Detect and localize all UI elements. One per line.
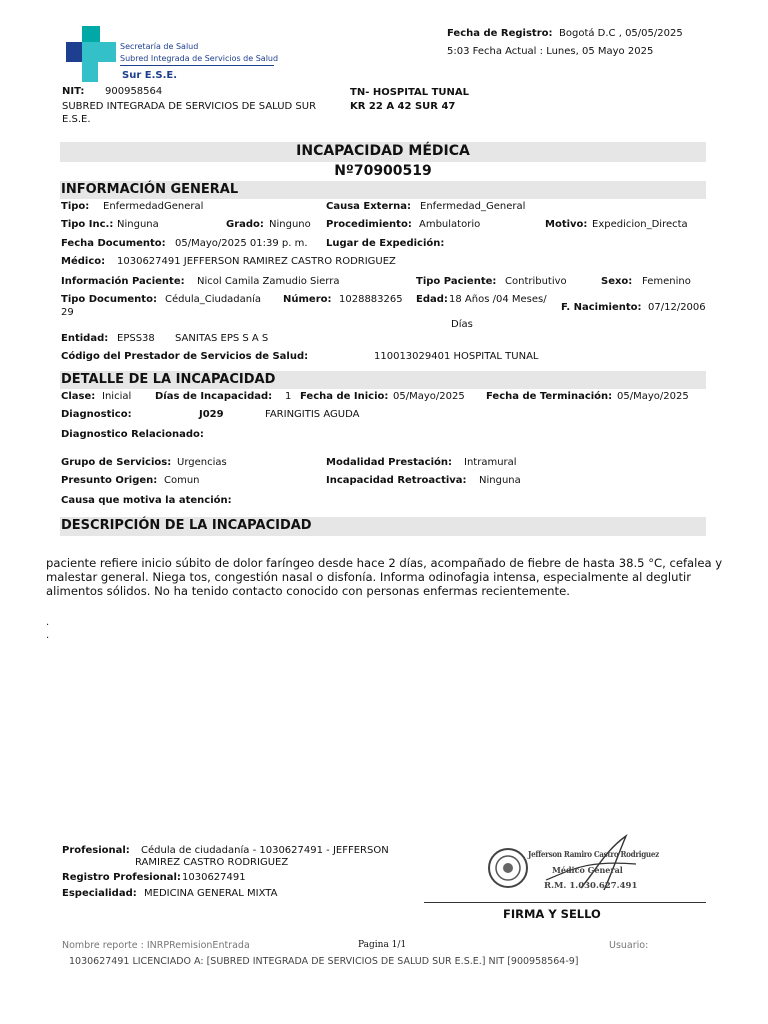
fecha-registro-value: Bogotá D.C , 05/05/2025 [559,28,683,39]
paciente-label: Información Paciente: [61,276,185,287]
footer-licencia: 1030627491 LICENCIADO A: [SUBRED INTEGRADA DE SERVICIOS DE SALUD SUR E.S.E.] NIT [900958564-9] [69,956,579,967]
dias-value: 1 [285,391,292,402]
grupo-servicios-value: Urgencias [177,457,227,468]
tipo-inc-value: Ninguna [117,219,159,230]
document-number: Nº70900519 [334,163,432,179]
entity-line2: E.S.E. [62,114,91,125]
prestador-value: 110013029401 HOSPITAL TUNAL [374,351,539,362]
paciente-value: Nicol Camila Zamudio Sierra [197,276,340,287]
nit-label: NIT: [62,86,85,97]
presunto-origen-value: Comun [164,475,200,486]
descripcion-dot1: . [46,617,50,628]
section-general-heading: INFORMACIÓN GENERAL [61,182,239,197]
numero-label: Número: [283,294,332,305]
modalidad-value: Intramural [464,457,517,468]
stamp-line1: Jefferson Ramiro Castro Rodriguez [528,850,659,860]
signature-stamp [486,830,659,900]
logo-line1: Secretaría de Salud [120,42,199,51]
clase-label: Clase: [61,391,96,402]
hospital-name: TN- HOSPITAL TUNAL [350,87,470,98]
tipo-label: Tipo: [61,201,90,212]
fecha-terminacion-label: Fecha de Terminación: [486,391,613,402]
descripcion-line2: malestar general. Niega tos, congestión nasal o disfonía. Informa odinofagia intensa, especialmente al deglutir [46,570,691,584]
diagnostico-relacionado-label: Diagnostico Relacionado: [61,429,204,440]
nacimiento-label: F. Nacimiento: [561,302,642,313]
tipo-documento-value: Cédula_Ciudadanía [165,294,262,305]
edad-label: Edad: [416,294,448,305]
retroactiva-label: Incapacidad Retroactiva: [326,475,467,486]
nacimiento-value: 07/12/2006 [648,302,706,313]
causa-externa-label: Causa Externa: [326,201,412,212]
section-descripcion-heading: DESCRIPCIÓN DE LA INCAPACIDAD [61,518,312,533]
fecha-registro-label: Fecha de Registro: [447,28,553,39]
lugar-expedicion-label: Lugar de Expedición: [326,238,445,249]
diagnostico-code: J029 [199,409,224,420]
registro-value: 1030627491 [182,872,246,883]
fecha-terminacion-value: 05/Mayo/2025 [617,391,689,402]
footer-pagina: Pagina 1/1 [358,940,407,950]
registro-label: Registro Profesional: [62,872,181,883]
stamp-line2: Médico General [552,865,623,875]
fecha-actual: 5:03 Fecha Actual : Lunes, 05 Mayo 2025 [447,46,654,57]
grado-label: Grado: [226,219,264,230]
modalidad-label: Modalidad Prestación: [326,457,452,468]
motivo-label: Motivo: [545,219,588,230]
firma-sello-label: FIRMA Y SELLO [503,907,601,921]
causa-externa-value: Enfermedad_General [420,201,526,212]
diagnostico-value: FARINGITIS AGUDA [265,409,360,420]
grupo-servicios-label: Grupo de Servicios: [61,457,172,468]
tipo-paciente-value: Contributivo [505,276,567,287]
edad-value: 18 Años /04 Meses/ [449,294,547,305]
footer-usuario: Usuario: [609,940,649,951]
tipo-paciente-label: Tipo Paciente: [416,276,497,287]
causa-atencion-label: Causa que motiva la atención: [61,495,232,506]
sexo-value: Femenino [642,276,691,287]
edad-value-days: Días [451,319,473,330]
clase-value: Inicial [102,391,132,402]
entidad-value: SANITAS EPS S A S [175,333,269,344]
motivo-value: Expedicion_Directa [592,219,688,230]
page-title: INCAPACIDAD MÉDICA [296,143,470,159]
fecha-documento-label: Fecha Documento: [61,238,166,249]
logo-cross-icon [62,26,118,82]
especialidad-label: Especialidad: [62,888,137,899]
signature-line [424,902,706,903]
logo-line3: Sur E.S.E. [122,70,177,81]
fecha-inicio-value: 05/Mayo/2025 [393,391,465,402]
descripcion-line1: paciente refiere inicio súbito de dolor faríngeo desde hace 2 días, acompañado de fiebre de hasta 38.5 °C, cefalea y [46,556,723,570]
entity-line1: SUBRED INTEGRADA DE SERVICIOS DE SALUD SUR [62,101,317,112]
dias-label: Días de Incapacidad: [155,391,273,402]
tipo-documento-extra: 29 [61,307,74,318]
section-detalle-heading: DETALLE DE LA INCAPACIDAD [61,372,276,387]
profesional-value2: RAMIREZ CASTRO RODRIGUEZ [135,857,289,868]
procedimiento-label: Procedimiento: [326,219,412,230]
descripcion-dot2: . [46,630,50,641]
profesional-value1: Cédula de ciudadanía - 1030627491 - JEFFERSON [141,845,389,856]
retroactiva-value: Ninguna [479,475,521,486]
fecha-documento-value: 05/Mayo/2025 01:39 p. m. [175,238,308,249]
medico-label: Médico: [61,256,106,267]
footer-reporte: Nombre reporte : INRPRemisionEntrada [62,940,250,951]
logo-line2: Subred Integrada de Servicios de Salud [120,54,279,63]
procedimiento-value: Ambulatorio [419,219,481,230]
numero-value: 1028883265 [339,294,403,305]
tipo-inc-label: Tipo Inc.: [61,219,114,230]
logo [62,26,278,84]
nit-value: 900958564 [105,86,163,97]
fecha-inicio-label: Fecha de Inicio: [300,391,389,402]
medico-value: 1030627491 JEFFERSON RAMIREZ CASTRO RODRIGUEZ [117,256,396,267]
tipo-documento-label: Tipo Documento: [61,294,157,305]
descripcion-line3: alimentos sólidos. No ha tenido contacto conocido con personas enfermas recientemente. [46,584,570,598]
stamp-line3: R.M. 1.030.627.491 [544,881,638,891]
entidad-code: EPSS38 [117,333,155,344]
presunto-origen-label: Presunto Origen: [61,475,158,486]
grado-value: Ninguno [269,219,311,230]
prestador-label: Código del Prestador de Servicios de Salud: [61,351,309,362]
especialidad-value: MEDICINA GENERAL MIXTA [144,888,278,899]
hospital-address: KR 22 A 42 SUR 47 [350,101,456,112]
sexo-label: Sexo: [601,276,633,287]
diagnostico-label: Diagnostico: [61,409,132,420]
entidad-label: Entidad: [61,333,109,344]
tipo-value: EnfermedadGeneral [103,201,204,212]
profesional-label: Profesional: [62,845,130,856]
